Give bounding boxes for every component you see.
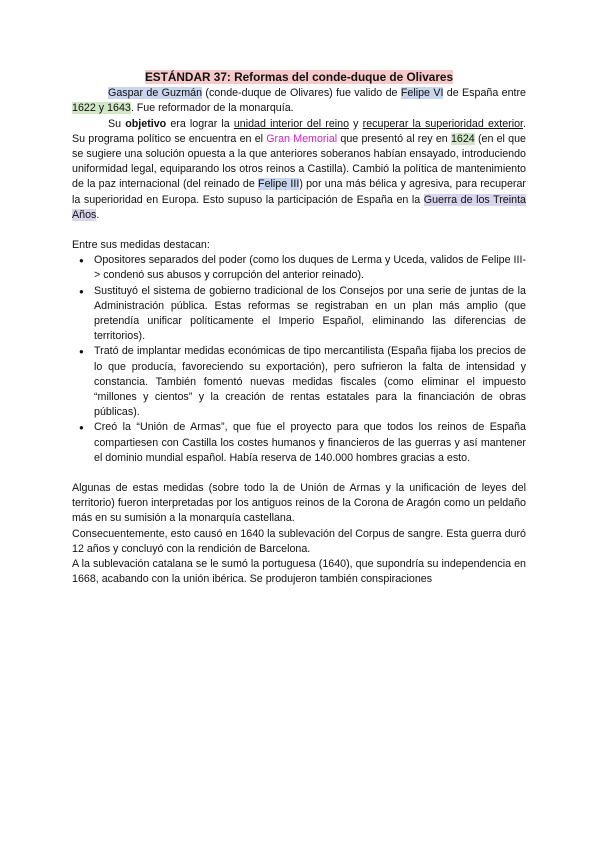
text: era lograr la — [166, 117, 234, 130]
spacer — [72, 466, 526, 481]
list-item: ● Trató de implantar medidas económicas de tipo mercantilista (España fijaba los precios de lo que producía, favoreciendo su exportación), pero sufrieron la falta de intensidad y constancia. También fomentó nuevas medidas fiscales (como eliminar el impuesto “millones y cientos” y la creación de rentas estatales para la financiación de obras públicas). — [94, 344, 526, 420]
underlined-unidad: unidad interior del reino — [233, 117, 350, 130]
felipe-iii-highlight: Felipe III — [258, 178, 300, 191]
text: de España entre — [443, 87, 526, 100]
document-page — [72, 70, 526, 588]
text: (en el que se sugiere una solución opuesta a la que anteriores soberanos habían ensayado, introduciendo uniformidad legal, equiparando los otros reinos a Castilla). Cambió la política de mantenimiento de la paz internacional (del reinado de — [72, 132, 526, 191]
list-item: ● Creó la “Unión de Armas”, que fue el proyecto para que todos los reinos de España compartiesen con Castilla los costes humanos y financieros de las guerras y así mantener el dominio mundial español. Había reserva de 140.000 hombres gracias a esto. — [94, 420, 526, 466]
closing-paragraph: Algunas de estas medidas (sobre todo la de Unión de Armas y la unificación de leyes del territorio) fueron interpretadas por los antiguos reinos de la Corona de Aragón como un peldaño más en su sumisión a la monarquía castellana. — [72, 482, 526, 525]
gran-memorial: Gran Memorial — [266, 132, 338, 145]
closing-paragraph: Consecuentemente, esto causó en 1640 la sublevación del Corpus de sangre. Esta guerra duró 12 años y concluyó con la rendición de Barcelona. — [72, 527, 526, 555]
objective-paragraph — [72, 117, 526, 223]
text: ) por una más bélica y agresiva, para recuperar la superioridad en Europa. Esto supuso la participación de España en la — [72, 178, 526, 206]
closing-paragraph: A la sublevación catalana se le sumó la portuguesa (1640), que supondría su independencia en 1668, acabando con la unión ibérica. Se produjeron también conspiraciones — [72, 558, 526, 586]
spacer — [72, 223, 526, 238]
war-highlight: Guerra de los Treinta Años — [72, 193, 526, 221]
years-highlight: 1622 y 1643 — [72, 102, 131, 115]
name-highlight: Gaspar de Guzmán — [108, 87, 203, 100]
intro-paragraph — [72, 86, 526, 116]
text: . Fue reformador de la monarquía. — [130, 102, 294, 115]
king-highlight: Felipe VI — [400, 87, 444, 100]
measures-intro: Entre sus medidas destacan: — [72, 239, 210, 252]
text: que presentó al rey en — [337, 132, 451, 145]
objetivo-bold: objetivo — [125, 117, 167, 130]
title-text: ESTÁNDAR 37: Reformas del conde-duque de Olivares — [144, 70, 454, 84]
underlined-recuperar: recuperar la superioridad exterior — [362, 117, 524, 130]
text: (conde-duque de Olivares) fue valido de — [202, 87, 401, 100]
measures-list — [72, 253, 526, 466]
text: . — [96, 208, 100, 221]
page-title — [72, 70, 526, 85]
list-item: ● Sustituyó el sistema de gobierno tradicional de los Consejos por una serie de juntas de la Administración pública. Estas reformas se registraban en un plan más amplio (que pretendía unificar políticamente el Imperio Español, eliminando las diferencias de territorios). — [94, 284, 526, 345]
year-highlight: 1624 — [450, 132, 475, 145]
text: Su — [108, 117, 126, 130]
list-item: ● Opositores separados del poder (como los duques de Lerma y Uceda, validos de Felipe III-> condenó sus abusos y corrupción del anterior reinado). — [94, 253, 526, 283]
text: y — [349, 117, 363, 130]
text: . Su programa político se encuentra en el — [72, 117, 526, 145]
